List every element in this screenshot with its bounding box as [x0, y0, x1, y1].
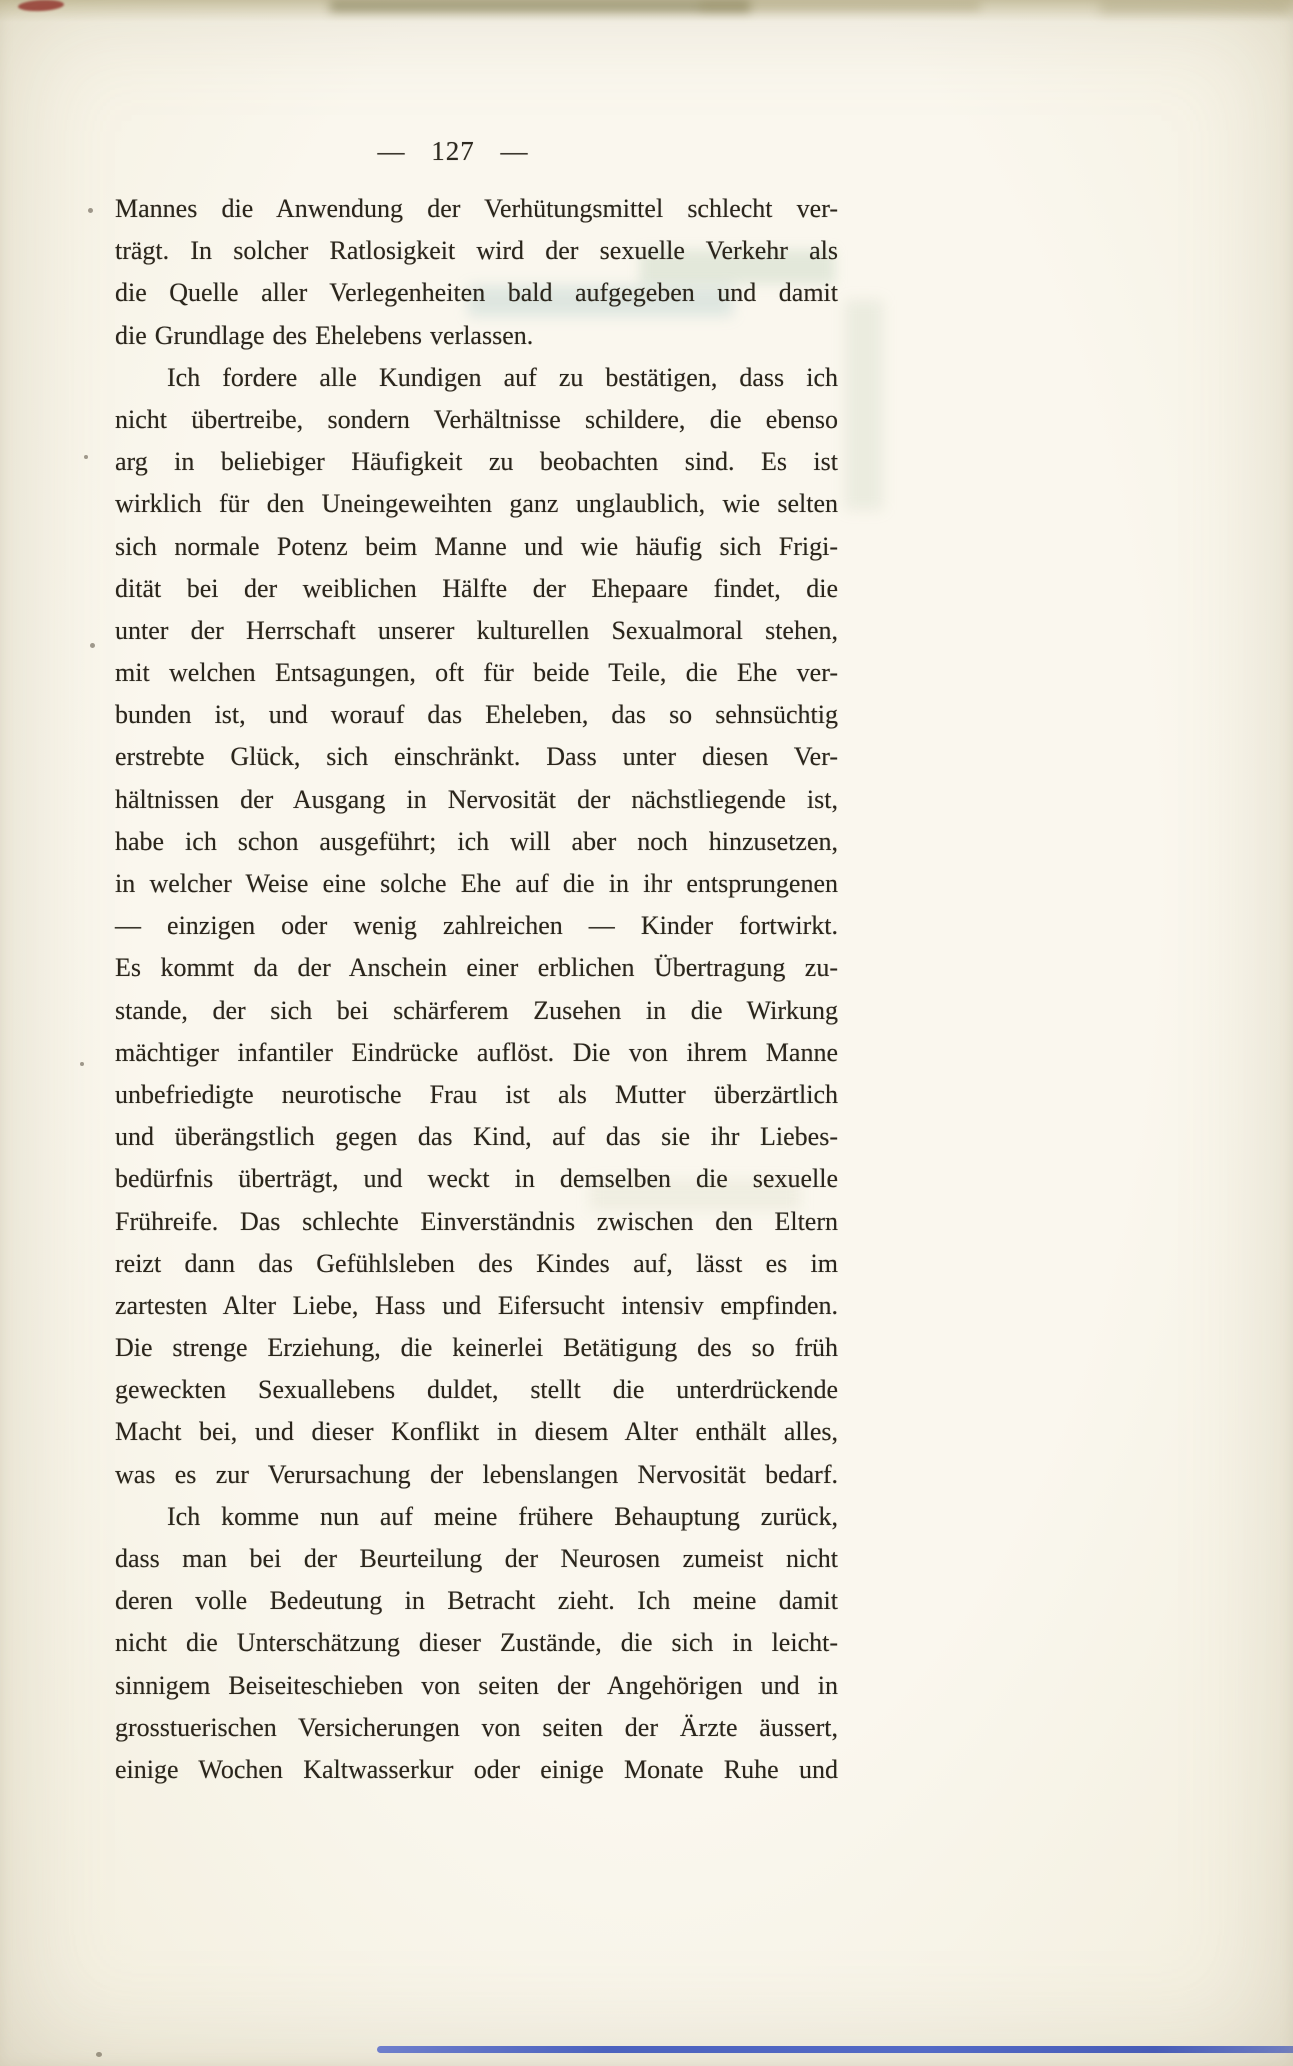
text-line: deren volle Bedeutung in Betracht zieht. Ich meine damit — [115, 1586, 838, 1616]
paper-speck — [96, 2052, 102, 2057]
scan-artifact-red-mark — [18, 0, 65, 13]
text-line: Die strenge Erziehung, die keinerlei Betätigung des so früh — [115, 1333, 838, 1363]
text-line: habe ich schon ausgeführt; ich will aber noch hinzusetzen, — [115, 826, 838, 856]
text-line: und überängstlich gegen das Kind, auf das sie ihr Liebes- — [115, 1122, 838, 1152]
text-line: was es zur Verursachung der lebenslangen Nervosität bedarf. — [115, 1459, 838, 1489]
text-line: stande, der sich bei schärferem Zusehen in die Wirkung — [115, 995, 838, 1025]
text-line: dass man bei der Beurteilung der Neurosen zumeist nicht — [115, 1544, 838, 1573]
text-line: unbefriedigte neurotische Frau ist als Mutter überzärtlich — [115, 1079, 838, 1109]
text-line: einige Wochen Kaltwasserkur oder einige Monate Ruhe und — [115, 1754, 838, 1784]
text-line: hältnissen der Ausgang in Nervosität der nächstliegende ist, — [115, 784, 838, 814]
text-block — [115, 188, 838, 1791]
ink-bleedthrough — [845, 300, 883, 510]
text-line: wirklich für den Uneingeweihten ganz unglaublich, wie selten — [115, 489, 838, 519]
text-line: unter der Herrschaft unserer kulturellen Sexualmoral stehen, — [115, 615, 838, 645]
text-line: — einzigen oder wenig zahlreichen — Kinder fortwirkt. — [115, 911, 838, 941]
text-line: Frühreife. Das schlechte Einverständnis zwischen den Eltern — [115, 1206, 838, 1236]
paper-speck — [80, 1062, 84, 1066]
text-line: geweckten Sexuallebens duldet, stellt die unterdrückende — [115, 1375, 838, 1405]
text-line: Es kommt da der Anschein einer erblichen Übertragung zu- — [115, 953, 838, 983]
text-line: grosstuerischen Versicherungen von seiten der Ärzte äussert, — [115, 1712, 838, 1742]
scan-artifact-blue-line — [377, 2046, 1293, 2053]
text-line: reizt dann das Gefühlsleben des Kindes auf, lässt es im — [115, 1248, 838, 1278]
text-line: Ich fordere alle Kundigen auf zu bestätigen, dass ich — [167, 362, 838, 392]
text-line: mächtiger infantiler Eindrücke auflöst. Die von ihrem Manne — [115, 1037, 838, 1067]
text-line: sich normale Potenz beim Manne und wie häufig sich Frigi- — [115, 531, 838, 561]
text-line: bedürfnis überträgt, und weckt in demselben die sexuelle — [115, 1164, 838, 1194]
text-line: Macht bei, und dieser Konflikt in diesem Alter enthält alles, — [115, 1417, 838, 1447]
scan-artifact-top-smudge-3 — [1100, 0, 1290, 14]
scan-artifact-top-smudge — [330, 0, 750, 12]
paper-speck — [90, 643, 95, 648]
text-line: sinnigem Beiseiteschieben von seiten der Angehörigen und in — [115, 1670, 838, 1700]
paper-speck — [88, 208, 93, 213]
text-line: die Quelle aller Verlegenheiten bald aufgegeben und damit — [115, 278, 838, 308]
text-line: bunden ist, und worauf das Eheleben, das so sehnsüchtig — [115, 700, 838, 730]
text-line: zartesten Alter Liebe, Hass und Eifersucht intensiv empfinden. — [115, 1290, 838, 1320]
text-line: Mannes die Anwendung der Verhütungsmittel schlecht ver- — [115, 194, 838, 223]
paper-speck — [84, 455, 88, 459]
text-line: Ich komme nun auf meine frühere Behauptung zurück, — [167, 1501, 838, 1531]
text-line: mit welchen Entsagungen, oft für beide Teile, die Ehe ver- — [115, 658, 838, 688]
text-line: nicht übertreibe, sondern Verhältnisse schildere, die ebenso — [115, 404, 838, 434]
text-line: arg in beliebiger Häufigkeit zu beobachten sind. Es ist — [115, 447, 838, 477]
text-line: trägt. In solcher Ratlosigkeit wird der sexuelle Verkehr als — [115, 236, 838, 266]
text-line: die Grundlage des Ehelebens verlassen. — [115, 320, 534, 350]
page-number: — 127 — — [377, 136, 529, 166]
scan-artifact-top-smudge-2 — [700, 2, 980, 10]
text-line: dität bei der weiblichen Hälfte der Ehepaare findet, die — [115, 573, 838, 603]
text-line: nicht die Unterschätzung dieser Zustände, die sich in leicht- — [115, 1628, 838, 1658]
text-line: erstrebte Glück, sich einschränkt. Dass unter diesen Ver- — [115, 742, 838, 772]
text-line: in welcher Weise eine solche Ehe auf die in ihr entsprungenen — [115, 869, 838, 898]
